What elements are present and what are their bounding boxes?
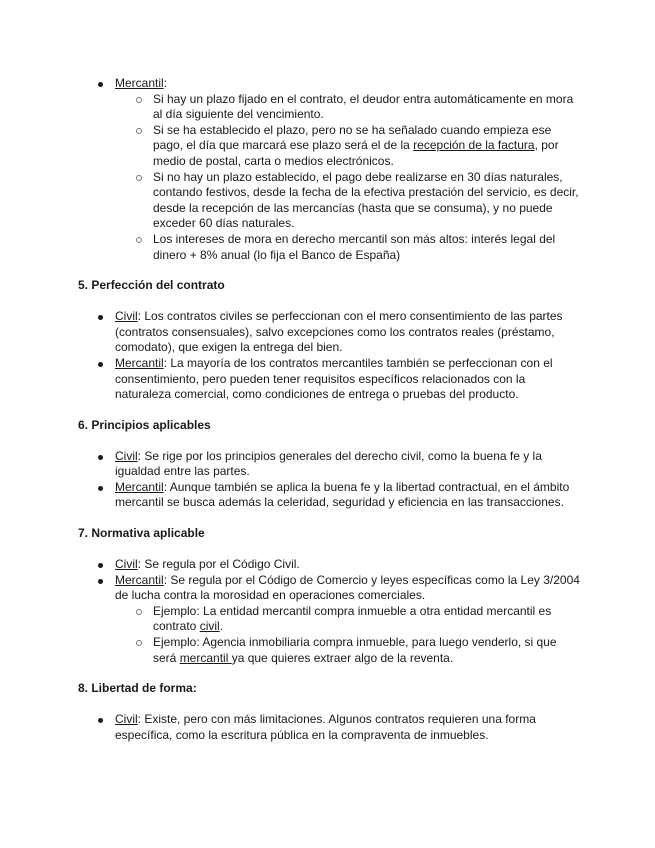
bullet-circle-icon xyxy=(136,640,142,646)
list-item xyxy=(78,309,583,356)
text-segment: : xyxy=(163,76,168,90)
list-item xyxy=(78,557,583,573)
text-segment: . xyxy=(219,619,224,634)
bullet-list xyxy=(78,309,583,403)
bullet-disc-icon xyxy=(98,315,103,320)
text-segment: , por medio de postal, carta o medios electrónicos. xyxy=(153,138,559,168)
list-item xyxy=(78,449,583,480)
list-item xyxy=(78,712,583,743)
list-item xyxy=(78,92,583,123)
list-item xyxy=(78,170,583,232)
text-segment: : Se rige por los principios generales del derecho civil, como la buena fe y la igualdad entre las partes. xyxy=(115,448,542,479)
underlined-text: Mercantil xyxy=(115,76,164,90)
spacer xyxy=(78,666,583,680)
list-item xyxy=(78,573,583,604)
underlined-text: Civil xyxy=(115,712,138,727)
text-segment: Ejemplo: La entidad mercantil compra inmueble a otra entidad mercantil es contrato xyxy=(153,603,552,634)
text-segment: Los intereses de mora en derecho mercantil son más altos: interés legal del dinero + 8% anual (lo fija el Banco de España) xyxy=(153,231,556,262)
underlined-text: Civil xyxy=(115,309,138,324)
bullet-circle-icon xyxy=(136,97,142,103)
underlined-text: recepción de la factura xyxy=(413,138,535,153)
text-segment: ya que quieres extraer algo de la reventa. xyxy=(231,650,454,665)
bullet-disc-icon xyxy=(98,82,103,87)
text-segment: : Los contratos civiles se perfeccionan con el mero consentimiento de las partes (contratos consensuales), salvo excepciones como los contratos reales (préstamo, comodato), que exigen la entrega del bien. xyxy=(115,309,563,355)
underlined-text: Civil xyxy=(115,557,138,572)
bullet-disc-icon xyxy=(98,718,103,723)
spacer xyxy=(78,696,583,712)
list-item xyxy=(78,356,583,403)
section-heading: 5. Perfección del contrato xyxy=(78,278,225,293)
underlined-text: Mercantil xyxy=(115,479,164,494)
bullet-disc-icon xyxy=(98,486,103,491)
section-heading: 6. Principios aplicables xyxy=(78,417,211,432)
list-item xyxy=(78,76,583,92)
spacer xyxy=(78,293,583,309)
bullet-list xyxy=(78,76,583,263)
text-segment: : La mayoría de los contratos mercantiles también se perfeccionan con el consentimiento, pero pueden tener requisitos específicos relacionados con la naturaleza comercial, como condiciones de entrega o pruebas del producto. xyxy=(115,355,553,402)
bullet-circle-icon xyxy=(136,175,142,181)
section-heading: 7. Normativa aplicable xyxy=(78,526,205,541)
list-item xyxy=(78,123,583,170)
text-segment: Si no hay un plazo establecido, el pago debe realizarse en 30 días naturales, contando festivos, desde la fecha de la efectiva prestación del servicio, es decir, desde la recepción de las mercancías (hasta que se consuma), y no puede exceder 60 días naturales. xyxy=(153,169,579,231)
text-segment: : Se regula por el Código de Comercio y leyes específicas como la Ley 3/2004 de lucha contra la morosidad en operaciones comerciales. xyxy=(115,572,580,603)
list-item xyxy=(78,232,583,263)
bullet-circle-icon xyxy=(136,237,142,243)
spacer xyxy=(78,743,583,757)
bullet-disc-icon xyxy=(98,362,103,367)
underlined-text: civil xyxy=(199,619,220,634)
section-heading: 8. Libertad de forma: xyxy=(78,681,197,696)
list-item xyxy=(78,635,583,666)
bullet-list xyxy=(78,712,583,743)
document-page xyxy=(78,76,583,757)
list-item xyxy=(78,480,583,511)
text-segment: : Existe, pero con más limitaciones. Algunos contratos requieren una forma específica, como la escritura pública en la compraventa de inmuebles. xyxy=(115,712,536,742)
underlined-text: Mercantil xyxy=(115,572,164,587)
underlined-text: Mercantil xyxy=(115,355,164,370)
spacer xyxy=(78,541,583,557)
text-segment: : Se regula por el Código Civil. xyxy=(137,557,300,572)
bullet-circle-icon xyxy=(136,128,142,134)
bullet-disc-icon xyxy=(98,455,103,460)
text-segment: : Aunque también se aplica la buena fe y la libertad contractual, en el ámbito mercantil se busca además la celeridad, seguridad y eficiencia en las transacciones. xyxy=(115,479,570,510)
bullet-circle-icon xyxy=(136,609,142,615)
spacer xyxy=(78,403,583,417)
list-item xyxy=(78,604,583,635)
text-segment: Si se ha establecido el plazo, pero no se ha señalado cuando empieza ese pago, el día que marcará ese plazo será el de la xyxy=(153,122,552,153)
bullet-disc-icon xyxy=(98,579,103,584)
spacer xyxy=(78,433,583,449)
underlined-text: mercantil xyxy=(179,650,232,665)
text-segment: Si hay un plazo fijado en el contrato, el deudor entra automáticamente en mora al día siguiente del vencimiento. xyxy=(153,91,574,122)
spacer xyxy=(78,511,583,525)
bullet-list xyxy=(78,557,583,666)
underlined-text: Civil xyxy=(115,448,138,463)
bullet-disc-icon xyxy=(98,563,103,568)
spacer xyxy=(78,263,583,277)
text-segment: Ejemplo: Agencia inmobiliaria compra inmueble, para luego venderlo, si que será xyxy=(153,635,557,665)
bullet-list xyxy=(78,449,583,511)
